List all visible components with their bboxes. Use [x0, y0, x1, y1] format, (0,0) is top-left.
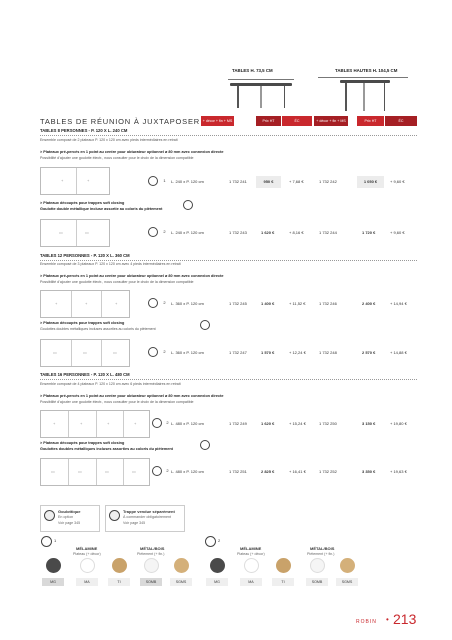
info-line: Voir page 345 — [58, 521, 81, 525]
price-low: 1 400 € — [261, 301, 275, 306]
reference-low: 1 732 243 — [229, 230, 247, 235]
price-low: 2 825 € — [261, 469, 275, 474]
swatch-label: MG — [206, 578, 228, 586]
reference-high: 1 732 244 — [319, 230, 337, 235]
metal-sub: Piètement (+ fin.) — [137, 552, 165, 556]
swatch-label: TI — [272, 578, 294, 586]
info-title: Goulottique — [58, 509, 81, 514]
goulotte-icon — [44, 510, 55, 521]
reference-low: 1 732 241 — [229, 179, 247, 184]
table-diagram: + + + — [40, 290, 130, 318]
ecotax-high: + 19,80 € — [390, 421, 407, 426]
finish-group-badge: 2 — [218, 538, 221, 543]
ecotax-low: + 8,16 € — [289, 230, 304, 235]
option-title: > Plateaux pré-percés en 1 point au centre pour obturateur optionnel ø 80 mm avec connexion directe — [40, 150, 224, 154]
info-line: À commander obligatoirement — [123, 515, 171, 519]
ecotax-high: + 19,63 € — [390, 469, 407, 474]
low-table-illustration — [230, 83, 292, 109]
info-title: Trappe vendue séparément — [123, 509, 175, 514]
table-row — [118, 347, 417, 359]
dimension: L. 360 x P. 120 cm — [171, 301, 204, 306]
col-header-price-high: Prix HT — [357, 116, 384, 126]
table-diagram: ▭ ▭ ▭ — [40, 339, 130, 367]
option-title: > Plateaux découpés pour trappes soft closing — [40, 201, 125, 205]
reference-low: 1 732 247 — [229, 350, 247, 355]
melamine-sub: Plateau (+ décor) — [73, 552, 101, 556]
high-table-illustration — [340, 80, 390, 112]
ecotax-high: + 14,88 € — [390, 350, 407, 355]
divider — [40, 379, 417, 380]
ecotax-high: + 14,94 € — [390, 301, 407, 306]
section-description: Ensemble composé de 2 plateaux P. 120 x 120 cm avec pieds intermédiaires en retrait — [40, 138, 178, 142]
option-note: Goulotte double métallique incluse assortie au coloris du piètement — [40, 207, 163, 211]
trappe-info-box — [105, 505, 185, 532]
swatch-sgms — [174, 558, 189, 573]
finish-group-badge: 1 — [54, 538, 57, 543]
price-high: 3 350 € — [362, 469, 376, 474]
trappe-icon — [200, 320, 210, 330]
col-header-price-low: Prix HT — [256, 116, 281, 126]
table-row — [118, 466, 417, 478]
section-heading: TABLES 8 PERSONNES - P. 120 X L. 240 CM — [40, 128, 128, 133]
swatch-label: MA — [240, 578, 262, 586]
dimension: L. 480 x P. 120 cm — [171, 469, 204, 474]
swatch-mg — [210, 558, 225, 573]
ecotax-high: + 9,60 € — [390, 230, 405, 235]
section-description: Ensemble composé de 3 plateaux P. 120 x 120 cm avec 4 pieds intermédiaires en retrait — [40, 262, 181, 266]
price-low: 950 € — [256, 176, 281, 188]
dimension: L. 240 x P. 120 cm — [171, 179, 204, 184]
divider — [40, 135, 417, 136]
swatch-label: SGMS — [170, 578, 192, 586]
option-note: Possibilité d'ajouter une goulotte électr., nous consulter pour le choix de la dimension compatible — [40, 280, 194, 284]
melamine-label: MÉLAMINE — [240, 546, 262, 551]
option-title: > Plateaux pré-percés en 1 point au centre pour obturateur optionnel ø 80 mm avec connexion directe — [40, 274, 224, 278]
price-high: 1 050 € — [357, 176, 384, 188]
swatch-ma — [244, 558, 259, 573]
metal-label: MÉTAL/BOIS — [310, 546, 335, 551]
option-title: > Plateaux découpés pour trappes soft closing — [40, 321, 125, 325]
price-low: 1 620 € — [261, 421, 275, 426]
finish-group-badge: 2 — [163, 300, 166, 305]
table-diagram: ▭ ▭ ▭ ▭ — [40, 458, 150, 486]
swatch-label: SOMB — [306, 578, 328, 586]
trappe-icon — [109, 510, 120, 521]
price-high: 2 400 € — [362, 301, 376, 306]
swatch-ti — [276, 558, 291, 573]
option-note: Goulottes doubles métalliques incluses assorties au coloris du piètement — [40, 447, 173, 451]
ecotax-low: + 16,41 € — [289, 469, 306, 474]
option-note: Goulottes doubles métalliques incluses assorties au coloris du piètement — [40, 327, 156, 331]
table-diagram: ▭ ▭ — [40, 219, 110, 247]
swatch-somb — [144, 558, 159, 573]
finish-group-badge: 1 — [163, 178, 166, 183]
finish-group-badge: 2 — [166, 468, 169, 473]
reference-high: 1 732 248 — [319, 350, 337, 355]
finish-group-badge: 2 — [163, 229, 166, 234]
reference-low: 1 732 251 — [229, 469, 247, 474]
reference-high: 1 732 250 — [319, 421, 337, 426]
table-diagram: + + — [40, 167, 110, 195]
metal-sub: Piètement (+ fin.) — [307, 552, 335, 556]
col-header-decor-high: + décor + fin + MS — [314, 116, 348, 126]
metal-label: MÉTAL/BOIS — [140, 546, 165, 551]
ecotax-high: + 9,60 € — [390, 179, 405, 184]
melamine-sub: Plateau (+ décor) — [237, 552, 265, 556]
col-header-ec-low: ÉC — [282, 116, 312, 126]
page-number: 213 — [393, 611, 417, 627]
product-low-header: TABLES H. 73,5 CM — [232, 68, 273, 73]
footer-brand: ROBIN — [356, 619, 377, 625]
price-high: 1 720 € — [362, 230, 376, 235]
section-description: Ensemble composé de 4 plateaux P. 120 x 120 cm avec 6 pieds intermédiaires en retrait — [40, 382, 181, 386]
reference-low: 1 732 249 — [229, 421, 247, 426]
swatch-label: MA — [76, 578, 98, 586]
reference-high: 1 732 246 — [319, 301, 337, 306]
swatch-ma — [80, 558, 95, 573]
table-row — [118, 176, 417, 188]
melamine-label: MÉLAMINE — [76, 546, 98, 551]
reference-high: 1 732 252 — [319, 469, 337, 474]
divider — [40, 260, 417, 261]
dimension: L. 240 x P. 120 cm — [171, 230, 204, 235]
info-line: En option — [58, 515, 74, 519]
swatch-label: SGMS — [336, 578, 358, 586]
col-header-decor-low: + décor + fin + MS — [201, 116, 234, 126]
finish-group-icon — [41, 536, 52, 547]
price-low: 1 570 € — [261, 350, 275, 355]
swatch-ti — [112, 558, 127, 573]
reference-high: 1 732 242 — [319, 179, 337, 184]
finish-group-icon — [205, 536, 216, 547]
table-row — [118, 418, 417, 430]
high-table-dimension-line — [318, 77, 408, 78]
table-row — [118, 298, 417, 310]
ecotax-low: + 11,52 € — [289, 301, 306, 306]
dimension: L. 360 x P. 120 cm — [171, 350, 204, 355]
product-high-header: TABLES HAUTES H. 104,5 CM — [335, 68, 398, 73]
info-line: Voir page 345 — [123, 521, 146, 525]
section-heading: TABLES 12 PERSONNES - P. 120 X L. 360 CM — [40, 253, 130, 258]
swatch-label: SOMB — [140, 578, 162, 586]
low-table-dimension-line — [228, 79, 294, 80]
col-header-ec-high: ÉC — [385, 116, 417, 126]
finish-group-badge: 2 — [163, 349, 166, 354]
goulottique-info-box — [40, 505, 100, 532]
swatch-label: MG — [42, 578, 64, 586]
ecotax-low: + 12,24 € — [289, 350, 306, 355]
option-note: Possibilité d'ajouter une goulotte électr., nous consulter pour le choix de la dimension compatible — [40, 400, 194, 404]
finish-group-badge: 2 — [166, 420, 169, 425]
trappe-icon — [200, 440, 210, 450]
trappe-icon — [183, 200, 193, 210]
swatch-label: TI — [108, 578, 130, 586]
option-title: > Plateaux découpés pour trappes soft closing — [40, 441, 125, 445]
table-row — [118, 227, 417, 239]
ecotax-low: + 7,68 € — [289, 179, 304, 184]
reference-low: 1 732 245 — [229, 301, 247, 306]
dimension: L. 480 x P. 120 cm — [171, 421, 204, 426]
swatch-sgms — [340, 558, 355, 573]
swatch-somb — [310, 558, 325, 573]
option-note: Possibilité d'ajouter une goulotte électr., nous consulter pour le choix de la dimension compatible — [40, 156, 194, 160]
price-high: 2 570 € — [362, 350, 376, 355]
table-diagram: + + + + — [40, 410, 150, 438]
price-high: 3 150 € — [362, 421, 376, 426]
ecotax-low: + 15,24 € — [289, 421, 306, 426]
swatch-mg — [46, 558, 61, 573]
price-low: 1 620 € — [261, 230, 275, 235]
page-title: TABLES DE RÉUNION À JUXTAPOSER — [40, 117, 200, 126]
footer-separator-dot: • — [386, 615, 389, 624]
option-title: > Plateaux pré-percés en 1 point au centre pour obturateur optionnel ø 80 mm avec connexion directe — [40, 394, 224, 398]
section-heading: TABLES 16 PERSONNES - P. 120 X L. 480 CM — [40, 372, 130, 377]
